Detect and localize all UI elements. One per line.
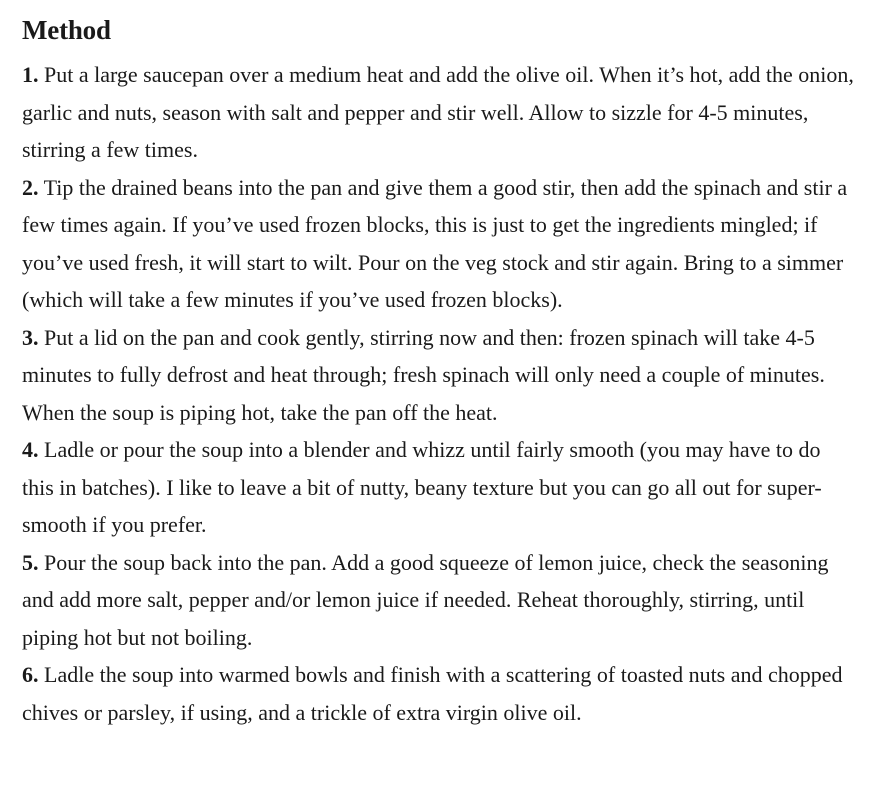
step-text: Put a large saucepan over a medium heat and add the olive oil. When it’s hot, add the onion, garlic and nuts, season with salt and pepper and stir well. Allow to sizzle for 4-5 minutes, stirring a few times. (22, 62, 854, 162)
step-text: Put a lid on the pan and cook gently, stirring now and then: frozen spinach will take 4-5 minutes to fully defrost and heat through; fresh spinach will only need a couple of minutes. When the soup is piping hot, take the pan off the heat. (22, 324, 825, 425)
step-number: 6. (22, 662, 39, 687)
step-number: 3. (22, 324, 39, 350)
step-text: Ladle or pour the soup into a blender and whizz until fairly smooth (you may have to do this in batches). I like to leave a bit of nutty, beany texture but you can go all out for super-smooth if you prefer. (22, 437, 822, 537)
step-text: Ladle the soup into warmed bowls and finish with a scattering of toasted nuts and chopped chives or parsley, if using, and a trickle of extra virgin olive oil. (22, 662, 843, 725)
method-step-4 (22, 431, 855, 544)
step-number: 5. (22, 549, 39, 575)
step-number: 1. (22, 62, 39, 87)
method-step-6 (22, 656, 855, 731)
method-step-5 (22, 544, 855, 657)
section-heading: Method (22, 15, 111, 45)
method-step-1 (22, 56, 855, 169)
step-number: 2. (22, 174, 39, 200)
step-number: 4. (22, 437, 39, 462)
method-steps-list (22, 56, 855, 731)
method-step-3 (22, 319, 855, 432)
step-text: Pour the soup back into the pan. Add a good squeeze of lemon juice, check the seasoning and add more salt, pepper and/or lemon juice if needed. Reheat thoroughly, stirring, until piping hot but not boiling. (22, 549, 829, 650)
method-step-2 (22, 169, 855, 319)
step-text: Tip the drained beans into the pan and give them a good stir, then add the spinach and stir a few times again. If you’ve used frozen blocks, this is just to get the ingredients mingled; if you’ve used fresh, it will start to wilt. Pour on the veg stock and stir again. Bring to a simmer (which will take a few minutes if you’ve used frozen blocks). (22, 174, 848, 312)
